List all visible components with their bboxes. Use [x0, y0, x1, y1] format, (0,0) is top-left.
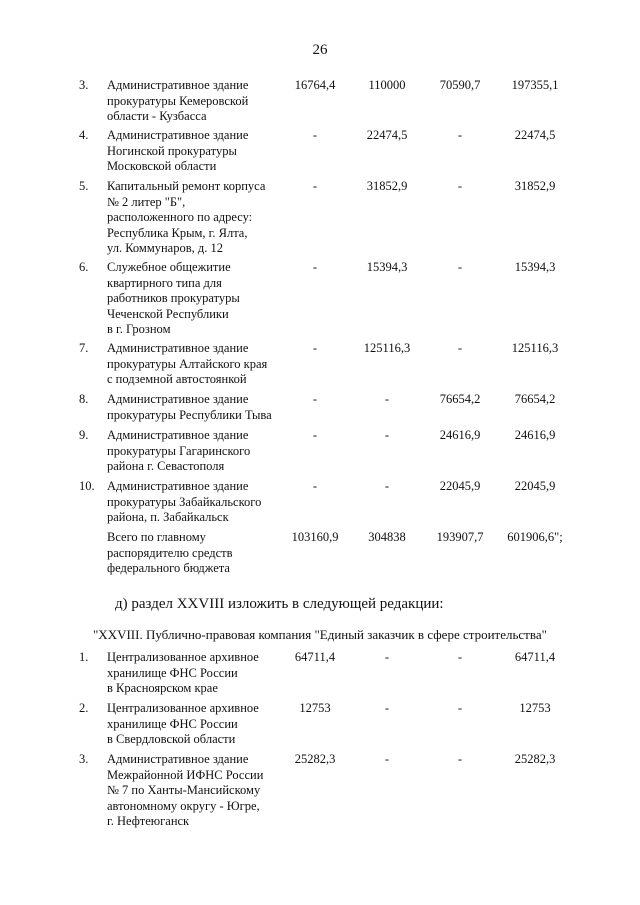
value-col-total: 22045,9: [514, 479, 556, 493]
value-col-1: 64711,4: [294, 650, 336, 664]
value-col-3: -: [457, 128, 463, 142]
value-col-3: 70590,7: [439, 78, 481, 92]
value-col-3: -: [457, 341, 463, 355]
value-col-3: 24616,9: [439, 428, 481, 442]
section-title: "XXVIII. Публично-правовая компания "Единый заказчик в сфере строительства": [93, 627, 547, 642]
value-col-2: -: [384, 701, 390, 715]
row-number: 2.: [79, 701, 89, 715]
value-col-3: -: [457, 650, 463, 664]
value-col-total: 601906,6";: [507, 530, 563, 544]
value-col-2: -: [384, 650, 390, 664]
value-col-3: -: [457, 701, 463, 715]
value-col-1: -: [312, 128, 318, 142]
row-number: 4.: [79, 128, 89, 142]
value-col-1: -: [312, 179, 318, 193]
object-name: Административное здание прокуратуры Кемеровской области - Кузбасса: [107, 78, 249, 123]
value-col-1: 16764,4: [294, 78, 336, 92]
object-name: Служебное общежитие квартирного типа для работников прокуратуры Чеченской Республики в г. Грозном: [107, 260, 240, 336]
value-col-1: -: [312, 341, 318, 355]
value-col-3: -: [457, 752, 463, 766]
value-col-1: 25282,3: [294, 752, 336, 766]
value-col-2: 31852,9: [366, 179, 408, 193]
value-col-total: 12753: [519, 701, 551, 715]
row-number: 6.: [79, 260, 89, 274]
row-number: 1.: [79, 650, 89, 664]
row-number: 3.: [79, 78, 89, 92]
value-col-total: 24616,9: [514, 428, 556, 442]
value-col-2: -: [384, 428, 390, 442]
object-name: Административное здание Ногинской прокуратуры Московской области: [107, 128, 249, 173]
value-col-2: 125116,3: [363, 341, 411, 355]
value-col-1: -: [312, 428, 318, 442]
row-number: 5.: [79, 179, 89, 193]
value-col-2: 15394,3: [366, 260, 408, 274]
value-col-2: -: [384, 479, 390, 493]
value-col-total: 22474,5: [514, 128, 556, 142]
value-col-total: 197355,1: [511, 78, 559, 92]
value-col-total: 125116,3: [511, 341, 559, 355]
value-col-2: 22474,5: [366, 128, 408, 142]
object-name: Административное здание прокуратуры Алтайского края с подземной автостоянкой: [107, 341, 268, 386]
value-col-2: -: [384, 392, 390, 406]
value-col-1: -: [312, 260, 318, 274]
object-name: Административное здание прокуратуры Гагаринского района г. Севастополя: [107, 428, 251, 473]
value-col-3: -: [457, 260, 463, 274]
value-col-1: 12753: [299, 701, 331, 715]
row-number: 7.: [79, 341, 89, 355]
row-number: 8.: [79, 392, 89, 406]
row-number: 9.: [79, 428, 89, 442]
object-name: Административное здание прокуратуры Забайкальского района, п. Забайкальск: [107, 479, 262, 524]
value-col-total: 15394,3: [514, 260, 556, 274]
value-col-total: 76654,2: [514, 392, 556, 406]
object-name: Централизованное архивное хранилище ФНС России в Красноярском крае: [107, 650, 259, 695]
row-number: 10.: [79, 479, 95, 493]
value-col-total: 25282,3: [514, 752, 556, 766]
object-name: Централизованное архивное хранилище ФНС России в Свердловской области: [107, 701, 259, 746]
value-col-1: 103160,9: [291, 530, 339, 544]
value-col-1: -: [312, 479, 318, 493]
object-name: Всего по главному распорядителю средств федерального бюджета: [107, 530, 233, 575]
value-col-3: 76654,2: [439, 392, 481, 406]
value-col-3: 193907,7: [436, 530, 484, 544]
object-name: Капитальный ремонт корпуса № 2 литер "Б", расположенного по адресу: Республика Крым, г. Ялта, ул. Коммунаров, д. 12: [107, 179, 266, 255]
value-col-3: 22045,9: [439, 479, 481, 493]
row-number: 3.: [79, 752, 89, 766]
value-col-2: 304838: [368, 530, 406, 544]
value-col-total: 31852,9: [514, 179, 556, 193]
subsection-instruction: д) раздел XXVIII изложить в следующей редакции:: [115, 596, 444, 612]
value-col-2: -: [384, 752, 390, 766]
value-col-2: 110000: [368, 78, 406, 92]
value-col-3: -: [457, 179, 463, 193]
object-name: Административное здание прокуратуры Республики Тыва: [107, 392, 272, 422]
page-number: 26: [312, 42, 328, 58]
value-col-1: -: [312, 392, 318, 406]
object-name: Административное здание Межрайонной ИФНС России № 7 по Ханты-Мансийскому автономному округу - Югре, г. Нефтеюганск: [107, 752, 264, 828]
value-col-total: 64711,4: [514, 650, 556, 664]
